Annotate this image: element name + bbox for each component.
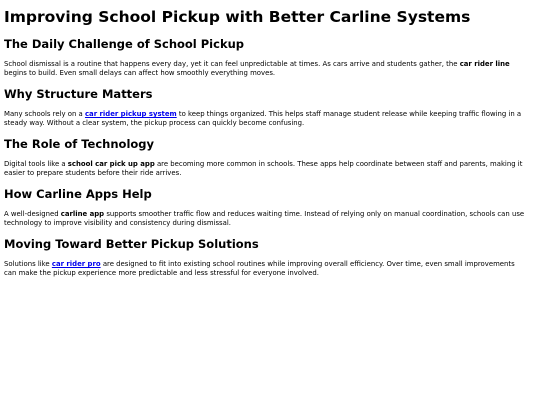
section-paragraph-better-solutions: [4, 260, 528, 278]
paragraph-text: are becoming more common in schools. These apps help coordinate between staff and parents, making it easier to prepare students before their ride arrives.: [4, 160, 523, 177]
keyword-school-car-pick-up-app: school car pick up app: [67, 160, 155, 168]
section-paragraph-structure: [4, 110, 528, 128]
paragraph-text: are designed to fit into existing school routines while improving overall efficiency. Over time, even small improvements can make the pickup experience more predictable and less stressful for everyone involved.: [4, 260, 515, 277]
paragraph-text: School dismissal is a routine that happens every day, yet it can feel unpredictable at times. As cars arrive and students gather, the: [4, 60, 460, 68]
paragraph-text: Solutions like: [4, 260, 52, 268]
link-car-rider-pickup-system[interactable]: car rider pickup system: [84, 110, 177, 118]
paragraph-text: to keep things organized. This helps staff manage student release while keeping traffic flowing in a steady way. Without a clear system, the pickup process can quickly become confusing.: [4, 110, 522, 127]
paragraph-text: Many schools rely on a: [4, 110, 85, 118]
paragraph-text: supports smoother traffic flow and reduces waiting time. Instead of relying only on manual coordination, schools can use technology to improve visibility and consistency during dismissal.: [4, 210, 525, 227]
section-heading-better-solutions: Moving Toward Better Pickup Solutions: [4, 237, 259, 251]
section-paragraph-technology: [4, 160, 528, 178]
section-paragraph-daily-challenge: [4, 60, 528, 78]
section-paragraph-carline-apps: [4, 210, 528, 228]
section-heading-structure: Why Structure Matters: [4, 87, 153, 101]
link-car-rider-pro[interactable]: car rider pro: [51, 260, 101, 268]
paragraph-text: A well-designed: [4, 210, 61, 218]
section-heading-daily-challenge: The Daily Challenge of School Pickup: [4, 37, 245, 51]
keyword-carline-app: carline app: [60, 210, 105, 218]
keyword-car-rider-line: car rider line: [459, 60, 510, 68]
section-heading-technology: The Role of Technology: [4, 137, 155, 151]
section-heading-carline-apps: How Carline Apps Help: [4, 187, 152, 201]
page-title: Improving School Pickup with Better Carline Systems: [4, 8, 471, 26]
paragraph-text: Digital tools like a: [4, 160, 68, 168]
paragraph-text: begins to build. Even small delays can affect how smoothly everything moves.: [4, 69, 276, 77]
